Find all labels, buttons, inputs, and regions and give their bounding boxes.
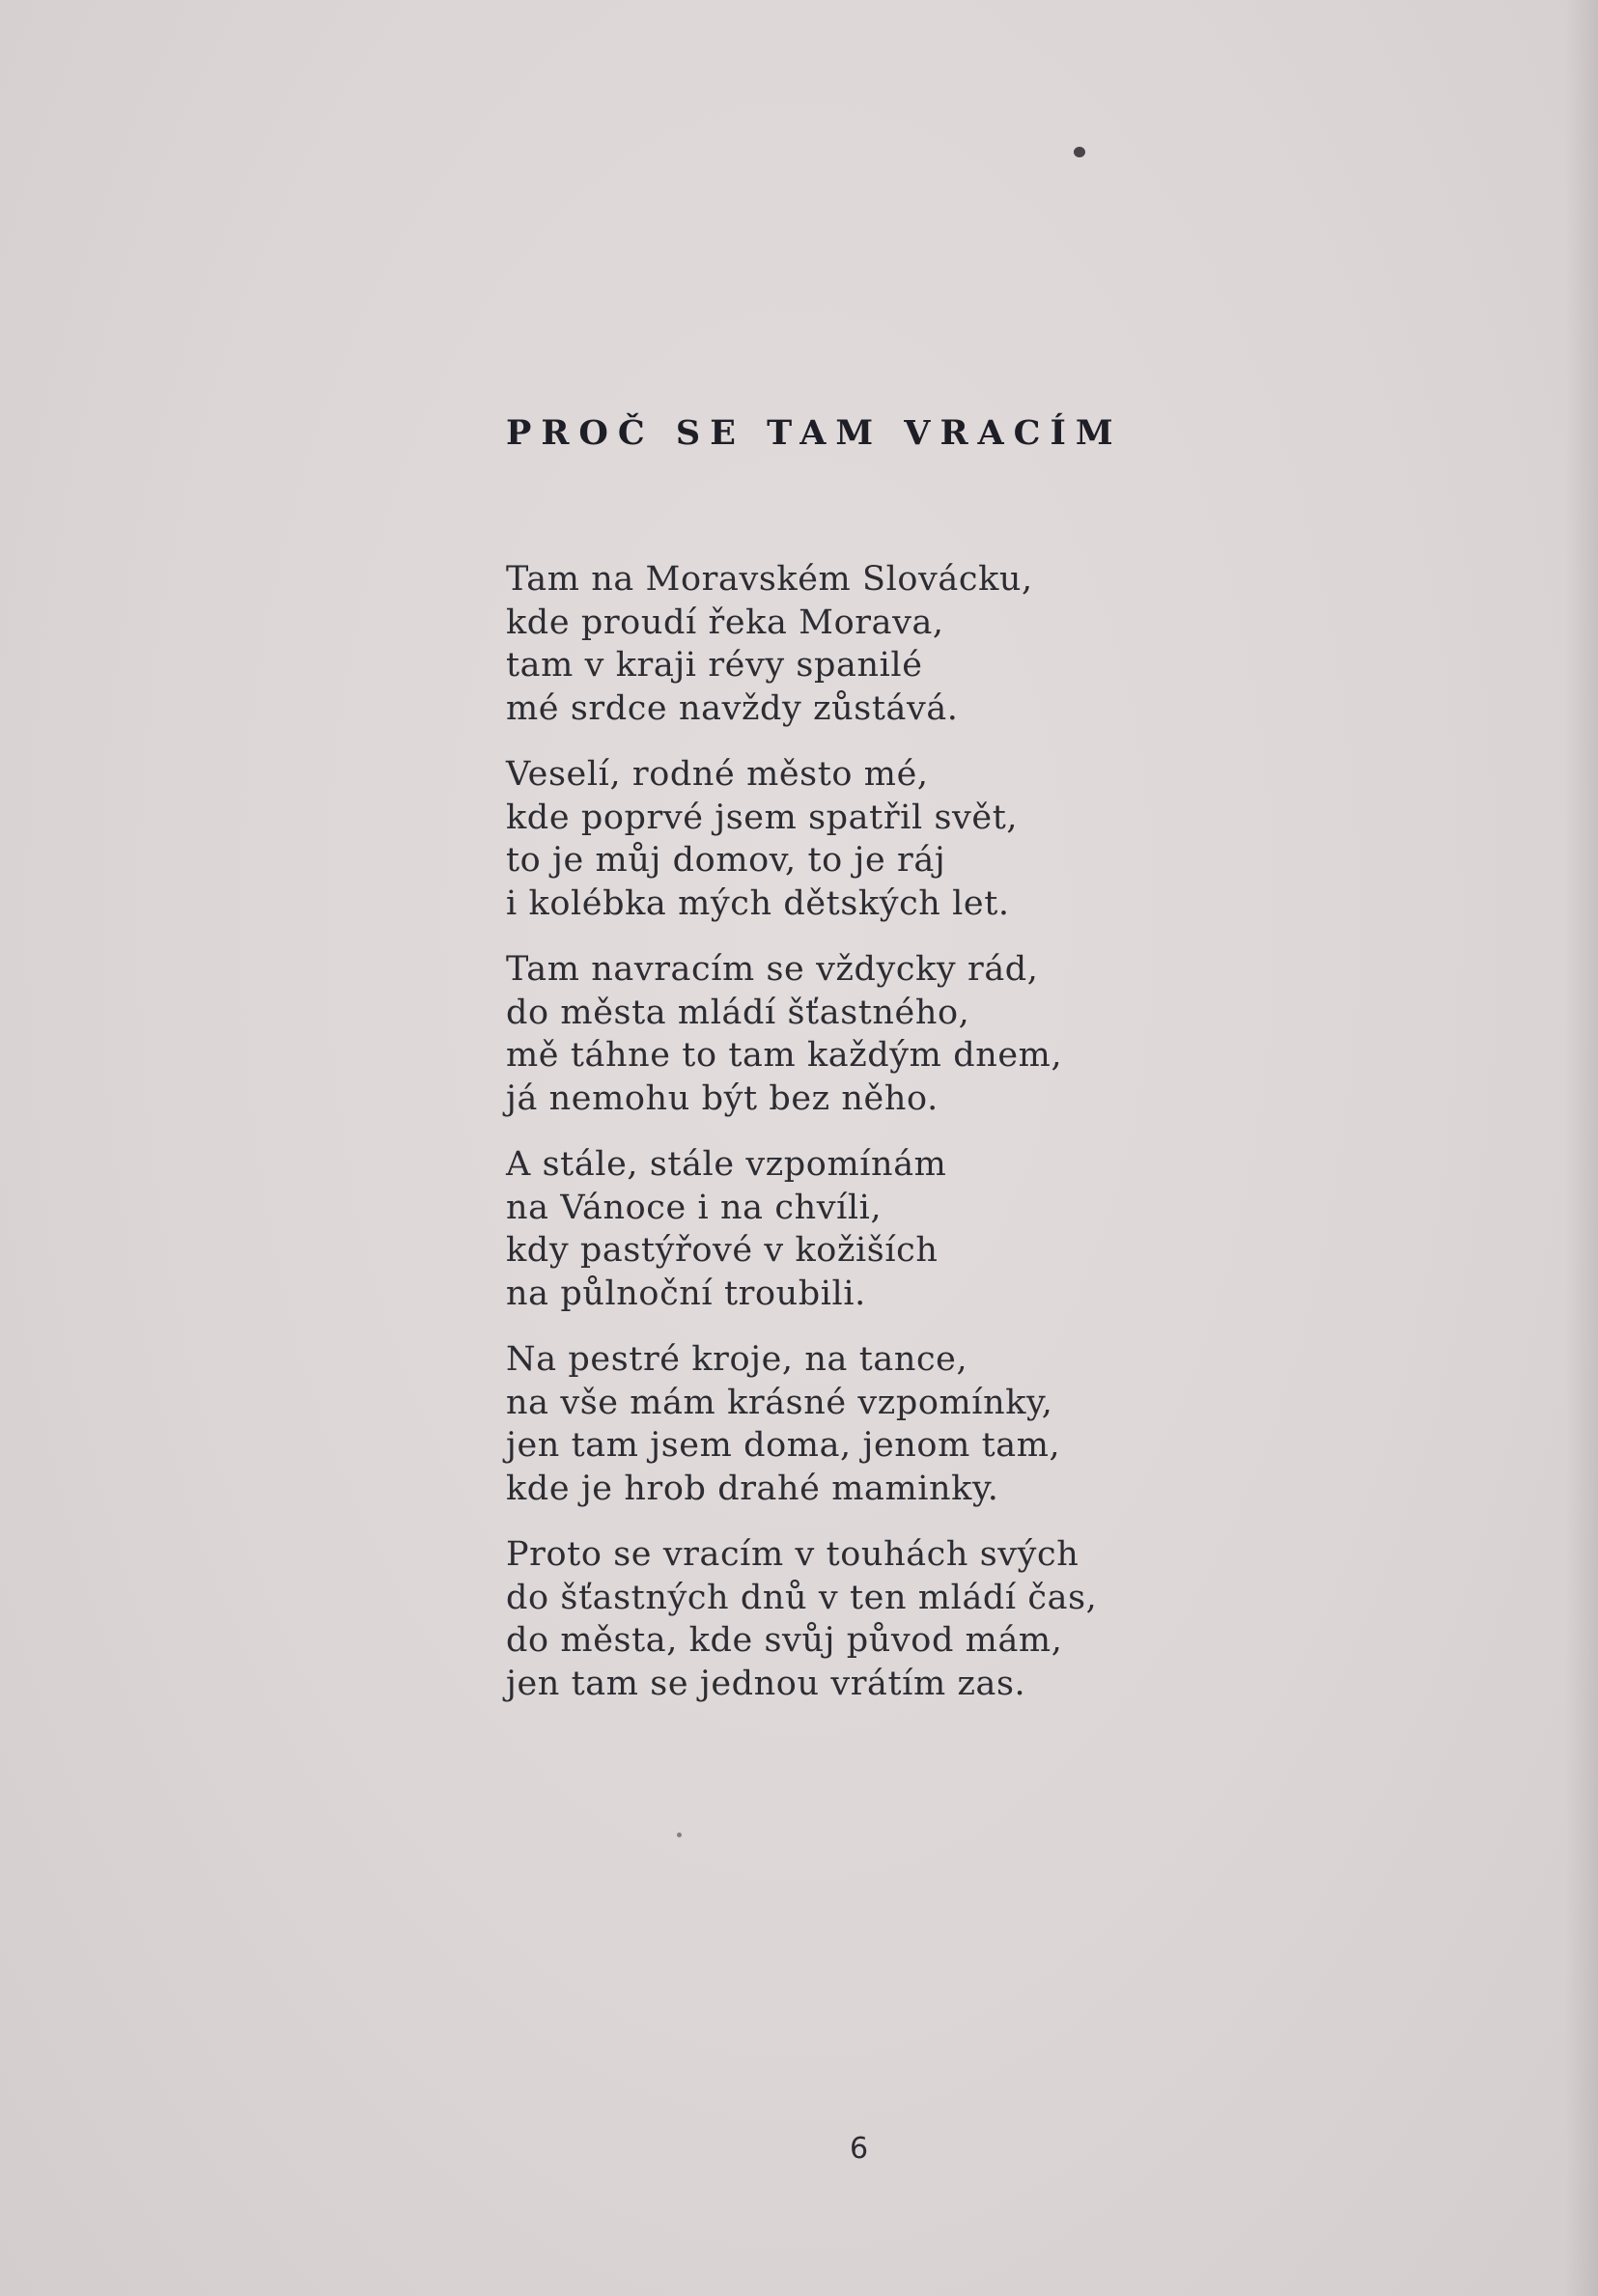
poem-line: kde je hrob drahé maminky. [506, 1469, 999, 1508]
poem-line: do města mládí šťastného, [506, 993, 970, 1032]
poem-line: na vše mám krásné vzpomínky, [506, 1383, 1053, 1422]
poem-line: na Vánoce i na chvíli, [506, 1188, 883, 1227]
ink-speck [1074, 147, 1085, 157]
page-number: 6 [850, 2132, 869, 2166]
poem-line: to je můj domov, to je ráj [506, 841, 946, 880]
poem-title: PROČ SE TAM VRACÍM [506, 413, 1123, 453]
poem-body [506, 558, 1201, 1728]
poem-line: i kolébka mých dětských let. [506, 883, 1010, 923]
stanza [506, 558, 1201, 730]
stanza [506, 1338, 1201, 1510]
poem-line: Na pestré kroje, na tance, [506, 1340, 968, 1379]
poem-line: jen tam se jednou vrátím zas. [506, 1664, 1026, 1703]
poem-line: Proto se vracím v touhách svých [506, 1535, 1079, 1574]
stanza [506, 1143, 1201, 1315]
ink-speck [677, 1833, 682, 1837]
poem-line: jen tam jsem doma, jenom tam, [506, 1426, 1061, 1465]
stanza [506, 948, 1201, 1120]
poem-line: kde proudí řeka Morava, [506, 602, 944, 642]
poem-line: kde poprvé jsem spatřil svět, [506, 798, 1019, 837]
stanza [506, 1533, 1201, 1705]
stanza [506, 753, 1201, 925]
poem-line: A stále, stále vzpomínám [506, 1145, 947, 1184]
poem-line: mě táhne to tam každým dnem, [506, 1036, 1063, 1075]
poem-line: do města, kde svůj původ mám, [506, 1621, 1063, 1660]
poem-line: tam v kraji révy spanilé [506, 646, 923, 685]
poem-line: mé srdce navždy zůstává. [506, 688, 959, 728]
page-edge-shadow [1565, 0, 1598, 2296]
poem-line: já nemohu být bez něho. [506, 1078, 939, 1118]
poem-line: na půlnoční troubili. [506, 1274, 866, 1313]
poem-line: Veselí, rodné město mé, [506, 755, 929, 794]
poem-line: Tam navracím se vždycky rád, [506, 950, 1039, 989]
poem-line: Tam na Moravském Slovácku, [506, 560, 1033, 599]
poem-line: kdy pastýřové v kožiších [506, 1231, 939, 1270]
poem-line: do šťastných dnů v ten mládí čas, [506, 1578, 1098, 1617]
